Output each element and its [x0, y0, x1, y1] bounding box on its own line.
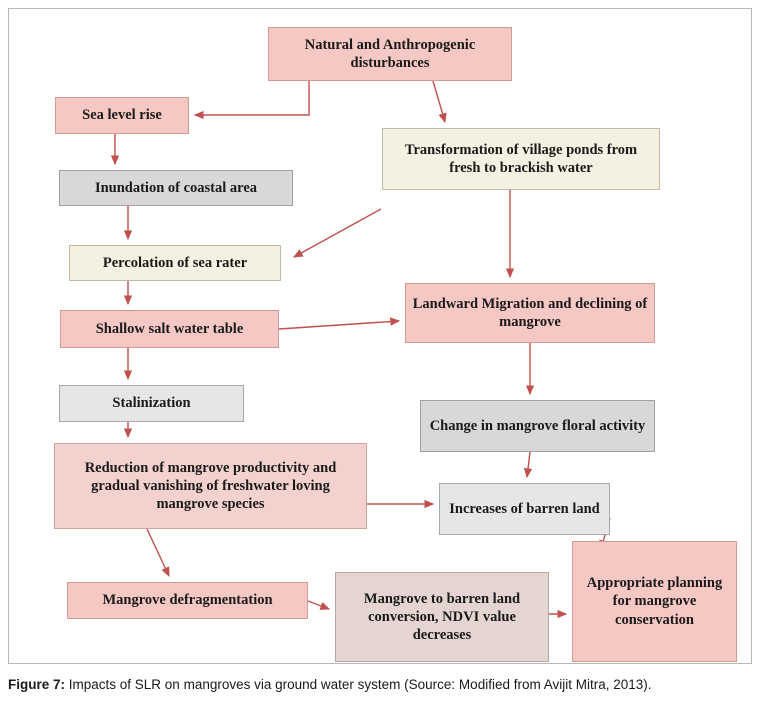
edge-reduction-to-defragmentation: [147, 529, 169, 576]
node-transformation-village-ponds[interactable]: Transformation of village ponds from fresh to brackish water: [382, 128, 660, 190]
node-stalinization[interactable]: Stalinization: [59, 385, 244, 422]
edge-shallow-table-to-landward-migration: [279, 321, 399, 329]
edge-defragmentation-to-conversion: [308, 601, 329, 609]
node-reduction-of-mangrove-productivity[interactable]: Reduction of mangrove productivity and gradual vanishing of freshwater loving mangrove species: [54, 443, 367, 529]
flowchart-canvas: [9, 9, 751, 663]
node-landward-migration[interactable]: Landward Migration and declining of mangrove: [405, 283, 655, 343]
figure-caption-label: Figure 7:: [8, 677, 66, 692]
figure-caption: [8, 676, 752, 694]
node-natural-anthropogenic-disturbances[interactable]: Natural and Anthropogenic disturbances: [268, 27, 512, 81]
node-sea-level-rise[interactable]: Sea level rise: [55, 97, 189, 134]
edge-disturbances-to-transformation: [433, 81, 445, 122]
node-increases-of-barren-land[interactable]: Increases of barren land: [439, 483, 610, 535]
node-change-in-mangrove-floral-activity[interactable]: Change in mangrove floral activity: [420, 400, 655, 452]
node-percolation-of-sea-water[interactable]: Percolation of sea rater: [69, 245, 281, 281]
node-appropriate-planning-for-mangrove-conservation[interactable]: Appropriate planning for mangrove conservation: [572, 541, 737, 662]
figure-caption-text: Impacts of SLR on mangroves via ground water system (Source: Modified from Avijit Mitra, 2013).: [65, 677, 652, 692]
figure-frame: [8, 8, 752, 664]
node-inundation-coastal-area[interactable]: Inundation of coastal area: [59, 170, 293, 206]
node-mangrove-defragmentation[interactable]: Mangrove defragmentation: [67, 582, 308, 619]
edge-disturbances-to-sea-level-rise: [195, 81, 309, 115]
edge-transformation-to-percolation: [294, 209, 381, 257]
node-shallow-salt-water-table[interactable]: Shallow salt water table: [60, 310, 279, 348]
edge-change-to-barren-land: [527, 452, 530, 477]
node-mangrove-to-barren-land-conversion[interactable]: Mangrove to barren land conversion, NDVI value decreases: [335, 572, 549, 662]
